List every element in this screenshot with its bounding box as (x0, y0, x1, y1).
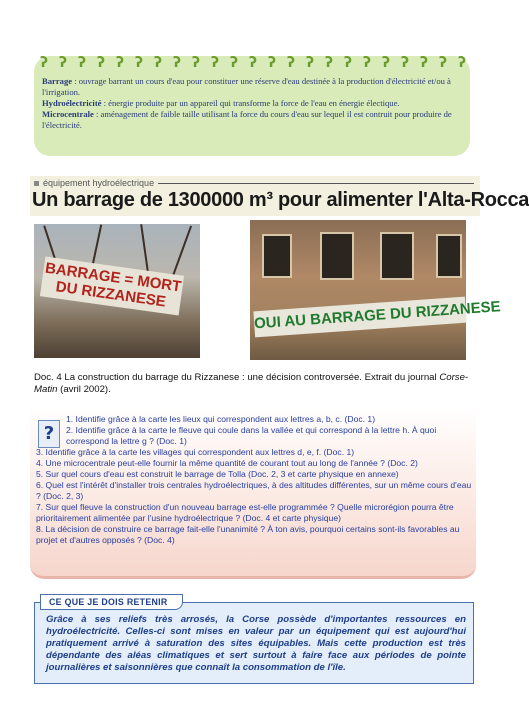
spiral-icon: ʔ (420, 55, 429, 71)
spiral-icon: ʔ (116, 55, 125, 71)
window (262, 234, 292, 278)
spiral-icon: ʔ (154, 55, 163, 71)
questions-list (36, 414, 472, 546)
spiral-icon: ʔ (192, 55, 201, 71)
bullet-square-icon (34, 181, 39, 186)
spiral-icon: ʔ (40, 55, 49, 71)
spiral-icon: ʔ (268, 55, 277, 71)
doc4-caption: Doc. 4 La construction du barrage du Rizzanese : une décision controversée. Extrait du journal Corse-Matin (avril 2002). (34, 372, 469, 395)
spiral-binding (40, 56, 470, 72)
spiral-icon: ʔ (211, 55, 220, 71)
spiral-icon: ʔ (59, 55, 68, 71)
spiral-icon: ʔ (135, 55, 144, 71)
article-kicker: équipement hydroélectrique (34, 178, 474, 188)
retain-text: Grâce à ses reliefs très arrosés, la Corse possède d'importantes ressources en hydroélectricité. Celles-ci sont mises en valeur par un équipement qui est aujourd'hui pratiquement arrivé à saturation des sites équipables. Mais cette production est très dépendante des aléas climatiques et sert surtout à faire face aux périodes de pointe journalières et saisonnières que connaît la consommation de l'île. (46, 614, 466, 673)
spiral-icon: ʔ (363, 55, 372, 71)
window (380, 232, 414, 280)
window (436, 234, 462, 278)
spiral-icon: ʔ (325, 55, 334, 71)
question-item: 7. Sur quel fleuve la construction d'un nouveau barrage est-elle programmée ? Quelle microrégion pourra être prioritairement alimentée par l'usine hydroélectrique ? (Doc. 4 et carte physique) (36, 502, 454, 523)
spiral-icon: ʔ (249, 55, 258, 71)
spiral-icon: ʔ (78, 55, 87, 71)
question-item: 4. Une microcentrale peut-elle fournir la même quantité de courant tout au long de l'année ? (Doc. 2) (36, 458, 418, 468)
question-item: 2. Identifie grâce à la carte le fleuve qui coule dans la vallée et qui correspond à la lettre h. À quoi correspond la lettre g ? (Doc. 1) (66, 425, 437, 446)
spiral-icon: ʔ (287, 55, 296, 71)
retain-title: CE QUE JE DOIS RETENIR (40, 594, 183, 610)
spiral-icon: ʔ (173, 55, 182, 71)
question-item: 5. Sur quel cours d'eau est construit le barrage de Tolla (Doc. 2, 3 et carte physique en annexe) (36, 469, 399, 479)
photo-support-banner-right (250, 220, 502, 360)
question-item: 1. Identifie grâce à la carte les lieux qui correspondent aux lettres a, b, c. (Doc. 1) (66, 414, 376, 424)
spiral-icon: ʔ (382, 55, 391, 71)
newspaper-headline-block (30, 176, 529, 216)
glossary-entry-barrage: Barrage : ouvrage barrant un cours d'eau pour constituer une réserve d'eau destinée à la production d'électricité et/ou à l'irrigation. (42, 76, 451, 97)
spiral-icon: ʔ (306, 55, 315, 71)
spiral-icon: ʔ (230, 55, 239, 71)
article-headline: Un barrage de 1300000 m³ pour alimenter l'Alta-Rocca (32, 189, 529, 211)
question-item: 3. Identifie grâce à la carte les villages qui correspondent aux lettres d, e, f. (Doc. 1) (36, 447, 355, 457)
banner-right: OUI AU BARRAGE DU RIZZANESE (253, 297, 466, 338)
window (320, 232, 354, 280)
spiral-icon: ʔ (401, 55, 410, 71)
glossary-entry-microcentrale: Microcentrale : aménagement de faible taille utilisant la force du cours d'eau sur lequel il est contruit pour produire de l'électricité. (42, 109, 452, 130)
question-mark-icon: ? (38, 420, 60, 448)
banner-left: BARRAGE = MORT DU RIZZANESE (40, 256, 184, 315)
kicker-rule (158, 183, 474, 184)
glossary-entry-hydroelectricite: Hydroélectricité : énergie produite par un appareil qui transforme la force de l'eau en énergie électique. (42, 98, 400, 108)
question-item: 8. La décision de construire ce barrage fait-elle l'unanimité ? À ton avis, pourquoi certains sont-ils favorables au projet et d'autres opposés ? (Doc. 4) (36, 524, 460, 545)
spiral-icon: ʔ (344, 55, 353, 71)
photo-protest-banner-left (34, 224, 200, 358)
spiral-icon: ʔ (97, 55, 106, 71)
spiral-icon: ʔ (458, 55, 467, 71)
questions-box (30, 406, 476, 579)
question-item: 6. Quel est l'intérêt d'installer trois centrales hydroélectriques, à des altitudes différentes, sur un même cours d'eau ? (Doc. 2, 3) (36, 480, 472, 501)
spiral-icon: ʔ (439, 55, 448, 71)
